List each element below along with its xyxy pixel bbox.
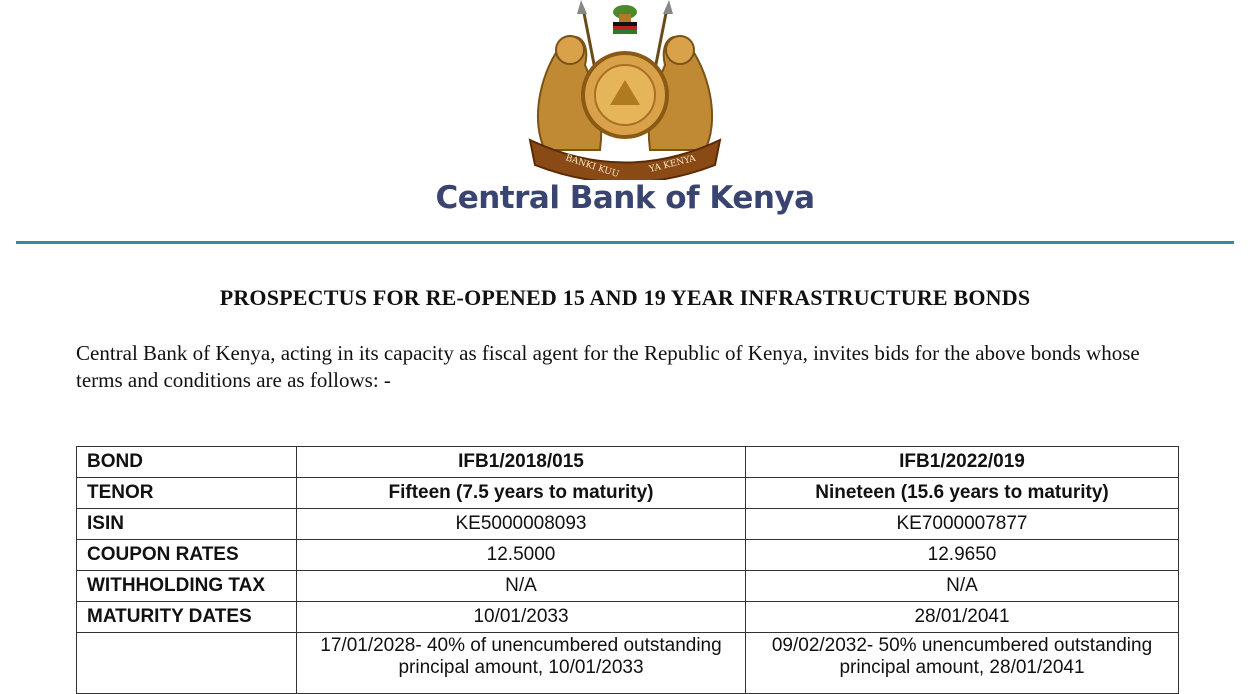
bond-2-isin: KE7000007877 [746,509,1179,540]
bond-terms-table [76,446,1179,694]
bond-2-tenor: Nineteen (15.6 years to maturity) [746,478,1179,509]
crest-ribbon-left: BANKI KUU [564,153,621,180]
intro-paragraph: Central Bank of Kenya, acting in its capacity as fiscal agent for the Republic of Kenya, invites bids for the above bonds whose terms and conditions are as follows: - [76,341,1140,392]
row-label: ISIN [77,509,297,540]
table-row [77,509,1179,540]
header-divider [16,241,1234,244]
bond-1-redemption: 17/01/2028- 40% of unencumbered outstanding principal amount, 10/01/2033 [297,633,746,694]
bond-2-maturity: 28/01/2041 [746,602,1179,633]
bond-2-code: IFB1/2022/019 [746,447,1179,478]
row-label: BOND [77,447,297,478]
bond-1-tenor: Fifteen (7.5 years to maturity) [297,478,746,509]
row-label: COUPON RATES [77,540,297,571]
organization-name: Central Bank of Kenya [435,180,815,216]
bond-1-code: IFB1/2018/015 [297,447,746,478]
bond-1-coupon: 12.5000 [297,540,746,571]
row-label [77,633,297,694]
table-row [77,571,1179,602]
table-row [77,633,1179,694]
table-row [77,540,1179,571]
bond-1-withholding-tax: N/A [297,571,746,602]
bond-2-withholding-tax: N/A [746,571,1179,602]
row-label: MATURITY DATES [77,602,297,633]
row-label: TENOR [77,478,297,509]
crest-ribbon-right: YA KENYA [648,153,697,175]
table-row [77,602,1179,633]
bond-1-isin: KE5000008093 [297,509,746,540]
table-row [77,478,1179,509]
bond-2-redemption: 09/02/2032- 50% unencumbered outstanding principal amount, 28/01/2041 [746,633,1179,694]
cbk-crest-icon [525,0,725,180]
table-row [77,447,1179,478]
bond-2-coupon: 12.9650 [746,540,1179,571]
row-label: WITHHOLDING TAX [77,571,297,602]
bond-1-maturity: 10/01/2033 [297,602,746,633]
document-title: PROSPECTUS FOR RE-OPENED 15 AND 19 YEAR INFRASTRUCTURE BONDS [219,285,1031,310]
